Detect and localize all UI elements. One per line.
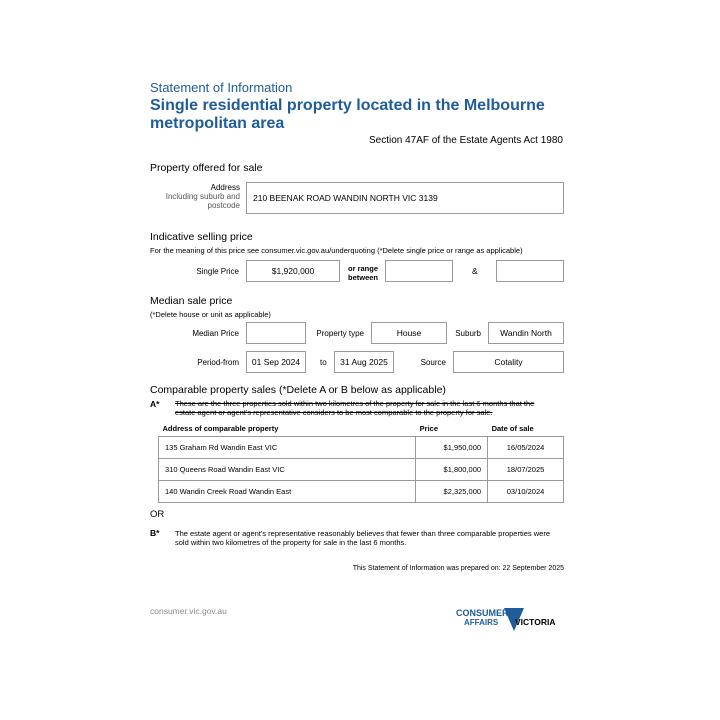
address-sublabel: Including suburb and [165, 192, 240, 201]
comparable-date[interactable]: 16/05/2024 [488, 437, 564, 459]
comparable-heading: Comparable property sales (*Delete A or B below as applicable) [150, 384, 446, 396]
option-a-marker: A* [150, 399, 160, 409]
prepared-date: This Statement of Information was prepared on: 22 September 2025 [352, 565, 564, 572]
logo-text-affairs: AFFAIRS [464, 618, 499, 627]
comparable-sales-table [158, 420, 564, 503]
option-a-text-line2: estate agent or agent's representative considers to be most comparable to the property for sale. [175, 408, 493, 417]
page-title: Single residential property located in the Melbourne metropolitan area [150, 97, 545, 132]
property-type-label: Property type [316, 329, 364, 338]
indicative-heading: Indicative selling price [150, 231, 253, 243]
footer-website-link[interactable]: consumer.vic.gov.au [150, 606, 227, 616]
comparable-price[interactable]: $1,950,000 [416, 437, 488, 459]
comparable-date[interactable]: 03/10/2024 [488, 481, 564, 503]
source-label: Source [420, 358, 446, 367]
statement-heading: Statement of Information [150, 80, 293, 95]
indicative-note: For the meaning of this price see consumer.vic.gov.au/underquoting (*Delete single price or range as applicable) [150, 246, 523, 255]
address-field[interactable]: 210 BEENAK ROAD WANDIN NORTH VIC 3139 [246, 182, 564, 214]
median-heading: Median sale price [150, 295, 233, 307]
range-from-field[interactable] [385, 260, 453, 282]
act-reference: Section 47AF of the Estate Agents Act 1980 [368, 135, 563, 146]
single-price-field[interactable]: $1,920,000 [246, 260, 340, 282]
comparable-price[interactable]: $2,325,000 [416, 481, 488, 503]
column-header-address: Address of comparable property [162, 423, 279, 433]
comparable-address[interactable]: 310 Queens Road Wandin East VIC [159, 459, 416, 481]
comparable-date[interactable]: 18/07/2025 [488, 459, 564, 481]
or-separator: OR [150, 509, 165, 520]
range-label-line2: between [347, 273, 378, 282]
property-type-field[interactable]: House [371, 322, 447, 344]
range-label [343, 264, 383, 282]
table-row [159, 481, 564, 503]
option-b-text-line1: The estate agent or agent's representative reasonably believes that fewer than three comparable properties were [175, 529, 550, 538]
to-label: to [320, 358, 327, 367]
median-price-label: Median Price [192, 329, 239, 338]
property-offered-heading: Property offered for sale [150, 162, 263, 174]
ampersand: & [472, 266, 478, 276]
suburb-field[interactable]: Wandin North [488, 322, 564, 344]
period-from-field[interactable]: 01 Sep 2024 [246, 351, 306, 373]
median-price-field[interactable] [246, 322, 306, 344]
column-header-price: Price [419, 423, 439, 433]
range-label-line1: or range [347, 264, 378, 273]
consumer-affairs-victoria-logo [456, 605, 568, 643]
address-sublabel-2: postcode [207, 201, 240, 210]
range-to-field[interactable] [496, 260, 564, 282]
table-header-row [159, 420, 564, 437]
single-price-label: Single Price [196, 267, 239, 276]
comparable-price[interactable]: $1,800,000 [416, 459, 488, 481]
address-label: Address [210, 183, 240, 192]
option-b-marker: B* [150, 528, 160, 538]
logo-text-victoria: VICTORIA [515, 617, 556, 627]
comparable-address[interactable]: 140 Wandin Creek Road Wandin East [159, 481, 416, 503]
period-from-label: Period-from [197, 358, 239, 367]
comparable-address[interactable]: 135 Graham Rd Wandin East VIC [159, 437, 416, 459]
option-a-text-line1: These are the three properties sold within two kilometres of the property for sale in the last 6 months that the [175, 399, 535, 408]
suburb-label: Suburb [455, 329, 481, 338]
option-b-text-line2: sold within two kilometres of the property for sale in the last 6 months. [175, 538, 407, 547]
table-row [159, 437, 564, 459]
source-field[interactable]: Cotality [453, 351, 564, 373]
logo-mark-icon [456, 605, 568, 643]
period-to-field[interactable]: 31 Aug 2025 [334, 351, 394, 373]
logo-text-consumer: CONSUMER [456, 608, 509, 618]
median-note: (*Delete house or unit as applicable) [150, 310, 271, 319]
column-header-date: Date of sale [491, 423, 534, 433]
table-row [159, 459, 564, 481]
